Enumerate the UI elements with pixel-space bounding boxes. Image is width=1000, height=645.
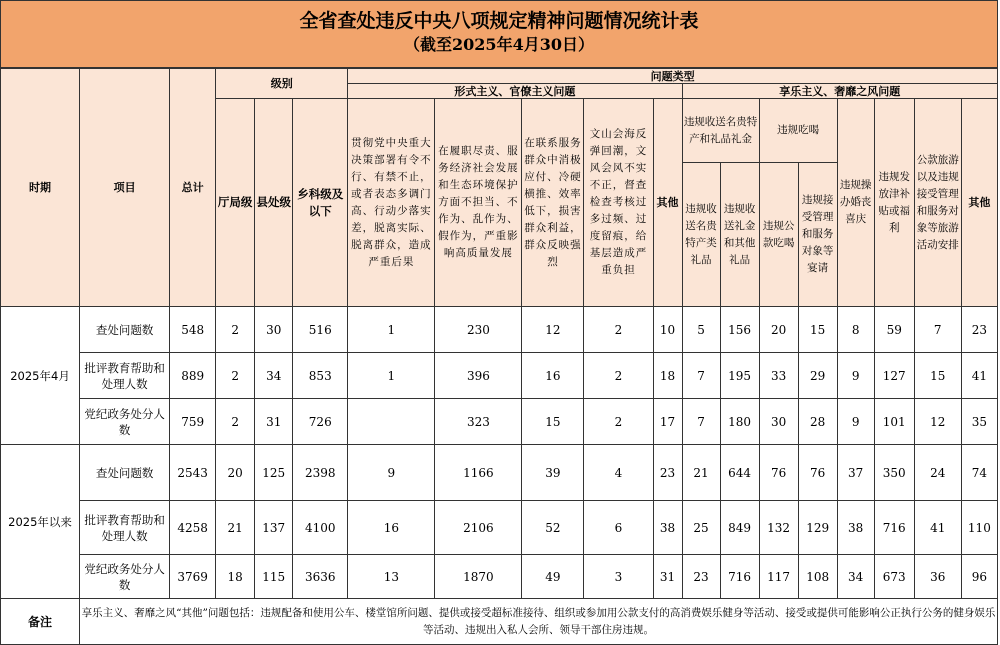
cell-value: 137	[255, 501, 293, 555]
cell-value: 230	[435, 307, 522, 353]
header-weddings-funerals: 违规操办婚丧喜庆	[837, 99, 874, 307]
header-gift-money: 违规收送礼金和其他礼品	[720, 163, 759, 307]
table-row	[1, 399, 998, 445]
cell-value: 4258	[170, 501, 216, 555]
cell-value: 74	[961, 445, 997, 501]
cell-value: 6	[584, 501, 653, 555]
cell-value: 2106	[435, 501, 522, 555]
cell-value: 4100	[293, 501, 348, 555]
cell-value: 9	[837, 399, 874, 445]
cell-value: 23	[682, 555, 720, 599]
cell-value: 16	[348, 501, 435, 555]
cell-value: 115	[255, 555, 293, 599]
cell-value: 548	[170, 307, 216, 353]
cell-value: 1870	[435, 555, 522, 599]
period-label: 2025年4月	[1, 307, 80, 445]
header-dining-banquet: 违规接受管理和服务对象等宴请	[798, 163, 837, 307]
cell-value: 726	[293, 399, 348, 445]
cell-value: 36	[914, 555, 961, 599]
cell-value: 7	[682, 353, 720, 399]
cell-value: 110	[961, 501, 997, 555]
cell-value: 20	[759, 307, 798, 353]
cell-value: 4	[584, 445, 653, 501]
row-item: 党纪政务处分人数	[80, 399, 170, 445]
cell-value: 2543	[170, 445, 216, 501]
cell-value: 5	[682, 307, 720, 353]
cell-value: 350	[874, 445, 914, 501]
cell-value: 2	[584, 307, 653, 353]
cell-value: 3769	[170, 555, 216, 599]
header-level-county: 县处级	[255, 99, 293, 307]
cell-value: 2	[216, 307, 255, 353]
cell-value: 30	[255, 307, 293, 353]
header-formalism-col-1: 贯彻党中央重大决策部署有令不行、有禁不止，或者表态多调门高、行动少落实差，脱离实际、脱离群众，造成严重后果	[348, 99, 435, 307]
cell-value: 39	[522, 445, 584, 501]
table-row	[1, 555, 998, 599]
period-label: 2025年以来	[1, 445, 80, 599]
cell-value: 195	[720, 353, 759, 399]
cell-value: 15	[798, 307, 837, 353]
cell-value: 38	[653, 501, 682, 555]
title-bar	[0, 0, 998, 68]
table-row	[1, 501, 998, 555]
note-label: 备注	[1, 599, 80, 645]
cell-value: 10	[653, 307, 682, 353]
table-subtitle: （截至2025年4月30日）	[404, 35, 594, 54]
cell-value: 9	[837, 353, 874, 399]
header-gift-group: 违规收送名贵特产和礼品礼金	[682, 99, 759, 163]
cell-value: 2	[216, 399, 255, 445]
header-type-group: 问题类型	[348, 69, 998, 84]
cell-value: 849	[720, 501, 759, 555]
cell-value: 180	[720, 399, 759, 445]
cell-value: 59	[874, 307, 914, 353]
cell-value: 1166	[435, 445, 522, 501]
row-item: 批评教育帮助和处理人数	[80, 353, 170, 399]
header-dining-group: 违规吃喝	[759, 99, 837, 163]
header-level-township: 乡科级及以下	[293, 99, 348, 307]
cell-value: 101	[874, 399, 914, 445]
cell-value: 37	[837, 445, 874, 501]
cell-value: 23	[653, 445, 682, 501]
cell-value: 41	[914, 501, 961, 555]
cell-value: 396	[435, 353, 522, 399]
row-item: 查处问题数	[80, 445, 170, 501]
cell-value: 2	[584, 353, 653, 399]
cell-value: 7	[914, 307, 961, 353]
cell-value: 13	[348, 555, 435, 599]
cell-value: 125	[255, 445, 293, 501]
header-level-group: 级别	[216, 69, 348, 99]
header-formalism-col-2: 在履职尽责、服务经济社会发展和生态环境保护方面不担当、不作为、乱作为、假作为，严重影响高质量发展	[435, 99, 522, 307]
row-item: 查处问题数	[80, 307, 170, 353]
cell-value: 38	[837, 501, 874, 555]
table-row	[1, 445, 998, 501]
header-gift-specialty: 违规收送名贵特产类礼品	[682, 163, 720, 307]
cell-value: 129	[798, 501, 837, 555]
cell-value: 12	[522, 307, 584, 353]
cell-value: 23	[961, 307, 997, 353]
cell-value: 34	[255, 353, 293, 399]
cell-value: 28	[798, 399, 837, 445]
cell-value: 31	[255, 399, 293, 445]
note-row	[1, 599, 998, 645]
cell-value: 18	[653, 353, 682, 399]
cell-value: 853	[293, 353, 348, 399]
cell-value: 21	[216, 501, 255, 555]
header-hedonism-group: 享乐主义、奢靡之风问题	[682, 84, 997, 99]
cell-value: 2	[584, 399, 653, 445]
cell-value: 673	[874, 555, 914, 599]
header-tourism: 公款旅游以及违规接受管理和服务对象等旅游活动安排	[914, 99, 961, 307]
header-period: 时期	[1, 69, 80, 307]
header-dining-public: 违规公款吃喝	[759, 163, 798, 307]
cell-value: 30	[759, 399, 798, 445]
cell-value: 15	[914, 353, 961, 399]
cell-value: 1	[348, 353, 435, 399]
cell-value: 2	[216, 353, 255, 399]
header-level-bureau: 厅局级	[216, 99, 255, 307]
cell-value: 16	[522, 353, 584, 399]
cell-value: 156	[720, 307, 759, 353]
cell-value: 132	[759, 501, 798, 555]
cell-value: 15	[522, 399, 584, 445]
cell-value: 76	[798, 445, 837, 501]
cell-value: 889	[170, 353, 216, 399]
cell-value: 716	[720, 555, 759, 599]
cell-value: 17	[653, 399, 682, 445]
cell-value: 20	[216, 445, 255, 501]
cell-value: 31	[653, 555, 682, 599]
cell-value: 1	[348, 307, 435, 353]
cell-value: 716	[874, 501, 914, 555]
header-hedonism-other: 其他	[961, 99, 997, 307]
cell-value: 7	[682, 399, 720, 445]
cell-value: 21	[682, 445, 720, 501]
cell-value: 76	[759, 445, 798, 501]
cell-value: 41	[961, 353, 997, 399]
cell-value: 35	[961, 399, 997, 445]
cell-value: 3	[584, 555, 653, 599]
cell-value: 12	[914, 399, 961, 445]
note-text: 享乐主义、奢靡之风“其他”问题包括：违规配备和使用公车、楼堂馆所问题、提供或接受超标准接待、组织或参加用公款支付的高消费娱乐健身等活动、接受或提供可能影响公正执行公务的健身娱乐等活动、违规出入私人会所、领导干部住房违规。	[80, 599, 998, 645]
cell-value: 96	[961, 555, 997, 599]
cell-value: 2398	[293, 445, 348, 501]
row-item: 批评教育帮助和处理人数	[80, 501, 170, 555]
cell-value: 24	[914, 445, 961, 501]
cell-value: 52	[522, 501, 584, 555]
header-formalism-group: 形式主义、官僚主义问题	[348, 84, 682, 99]
table-row	[1, 307, 998, 353]
row-item: 党纪政务处分人数	[80, 555, 170, 599]
header-total: 总计	[170, 69, 216, 307]
cell-value: 127	[874, 353, 914, 399]
cell-value: 644	[720, 445, 759, 501]
cell-value: 33	[759, 353, 798, 399]
cell-value: 323	[435, 399, 522, 445]
header-formalism-col-4: 文山会海反弹回潮，文风会风不实不正，督查检查考核过多过频、过度留痕，给基层造成严重负担	[584, 99, 653, 307]
header-formalism-col-3: 在联系服务群众中消极应付、冷硬横推、效率低下，损害群众利益，群众反映强烈	[522, 99, 584, 307]
cell-value: 49	[522, 555, 584, 599]
cell-value	[348, 399, 435, 445]
cell-value: 34	[837, 555, 874, 599]
header-allowances: 违规发放津补贴或福利	[874, 99, 914, 307]
statistics-table	[0, 68, 998, 645]
cell-value: 759	[170, 399, 216, 445]
header-item: 项目	[80, 69, 170, 307]
cell-value: 516	[293, 307, 348, 353]
cell-value: 117	[759, 555, 798, 599]
table-title: 全省查处违反中央八项规定精神问题情况统计表	[299, 10, 699, 32]
table-row	[1, 353, 998, 399]
cell-value: 108	[798, 555, 837, 599]
cell-value: 8	[837, 307, 874, 353]
cell-value: 29	[798, 353, 837, 399]
cell-value: 18	[216, 555, 255, 599]
cell-value: 25	[682, 501, 720, 555]
cell-value: 3636	[293, 555, 348, 599]
cell-value: 9	[348, 445, 435, 501]
header-formalism-other: 其他	[653, 99, 682, 307]
